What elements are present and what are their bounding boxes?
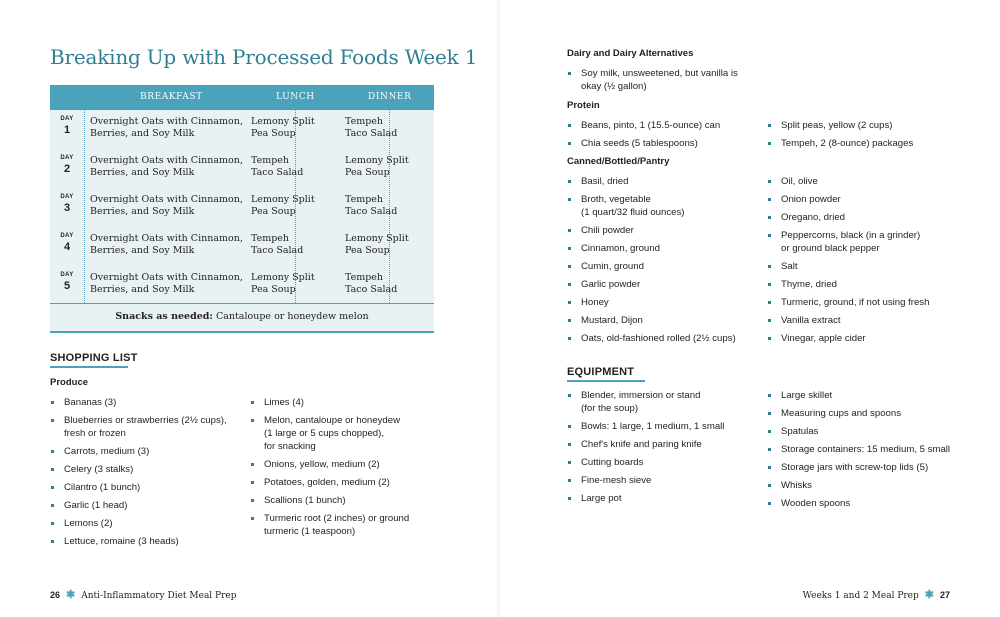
dinner-cell: Tempeh Taco Salad <box>345 272 398 295</box>
table-row <box>50 188 434 227</box>
day-label: DAY 3 <box>60 194 74 214</box>
list-item: Cumin, ground <box>567 260 736 273</box>
dinner-cell: Lemony Split Pea Soup <box>345 233 409 256</box>
snacks-label: Snacks as needed: <box>115 311 213 322</box>
equipment-heading: EQUIPMENT <box>567 366 635 378</box>
produce-list-col2 <box>250 396 409 543</box>
list-item: Bananas (3) <box>50 396 227 409</box>
dinner-cell: Tempeh Taco Salad <box>345 194 398 217</box>
list-item: Chef's knife and paring knife <box>567 438 724 451</box>
dairy-list <box>567 67 738 98</box>
dinner-cell: Lemony Split Pea Soup <box>345 155 409 178</box>
asterisk-icon: ✱ <box>66 589 76 601</box>
equipment-list-col2 <box>767 389 950 515</box>
list-item: Lettuce, romaine (3 heads) <box>50 535 227 548</box>
asterisk-icon: ✱ <box>924 589 934 601</box>
list-item: Storage containers: 15 medium, 5 small <box>767 443 950 456</box>
list-item: Chili powder <box>567 224 736 237</box>
list-item: Salt <box>767 260 929 273</box>
lunch-cell: Lemony Split Pea Soup <box>251 116 315 139</box>
protein-list-col2 <box>767 119 913 155</box>
list-item: Oats, old-fashioned rolled (2½ cups) <box>567 332 736 345</box>
list-item: Beans, pinto, 1 (15.5-ounce) can <box>567 119 720 132</box>
page-number: 26 <box>50 590 61 600</box>
snacks-row <box>50 303 434 330</box>
list-item: Large pot <box>567 492 724 505</box>
lunch-cell: Lemony Split Pea Soup <box>251 272 315 295</box>
day-label: DAY 1 <box>60 116 74 136</box>
list-item: Storage jars with screw-top lids (5) <box>767 461 950 474</box>
list-item: Scallions (1 bunch) <box>250 494 409 507</box>
table-row <box>50 227 434 266</box>
pantry-list-col1 <box>567 175 736 350</box>
pantry-list-col2 <box>767 175 929 350</box>
breakfast-cell: Overnight Oats with Cinnamon, Berries, and Soy Milk <box>90 194 243 217</box>
list-item: Oregano, dried <box>767 211 929 224</box>
day-label: DAY 5 <box>60 272 74 292</box>
right-page <box>500 0 1000 617</box>
list-item: Fine-mesh sieve <box>567 474 724 487</box>
pantry-heading: Canned/Bottled/Pantry <box>567 156 670 167</box>
list-item: Blender, immersion or stand (for the soup) <box>567 389 724 415</box>
breakfast-cell: Overnight Oats with Cinnamon, Berries, and Soy Milk <box>90 155 243 178</box>
header-lunch: LUNCH <box>276 92 315 102</box>
list-item: Turmeric root (2 inches) or ground turmeric (1 teaspoon) <box>250 512 409 538</box>
left-footer <box>50 588 237 601</box>
list-item: Tempeh, 2 (8-ounce) packages <box>767 137 913 150</box>
list-item: Vanilla extract <box>767 314 929 327</box>
list-item: Thyme, dried <box>767 278 929 291</box>
list-item: Cilantro (1 bunch) <box>50 481 227 494</box>
list-item: Potatoes, golden, medium (2) <box>250 476 409 489</box>
list-item: Wooden spoons <box>767 497 950 510</box>
list-item: Garlic (1 head) <box>50 499 227 512</box>
snacks-value: Cantaloupe or honeydew melon <box>215 311 369 322</box>
protein-list-col1 <box>567 119 720 155</box>
page-title: Breaking Up with Processed Foods Week 1 <box>50 45 478 69</box>
breakfast-cell: Overnight Oats with Cinnamon, Berries, and Soy Milk <box>90 272 243 295</box>
list-item: Bowls: 1 large, 1 medium, 1 small <box>567 420 724 433</box>
page-number: 27 <box>939 590 950 600</box>
list-item: Lemons (2) <box>50 517 227 530</box>
day-label: DAY 4 <box>60 233 74 253</box>
list-item: Turmeric, ground, if not using fresh <box>767 296 929 309</box>
list-item: Peppercorns, black (in a grinder) or ground black pepper <box>767 229 929 255</box>
breakfast-cell: Overnight Oats with Cinnamon, Berries, and Soy Milk <box>90 233 243 256</box>
breakfast-cell: Overnight Oats with Cinnamon, Berries, and Soy Milk <box>90 116 243 139</box>
list-item: Mustard, Dijon <box>567 314 736 327</box>
produce-heading: Produce <box>50 377 89 388</box>
meal-plan-table <box>50 85 434 333</box>
list-item: Onions, yellow, medium (2) <box>250 458 409 471</box>
equipment-list-col1 <box>567 389 724 510</box>
shopping-list-heading: SHOPPING LIST <box>50 352 138 364</box>
list-item: Measuring cups and spoons <box>767 407 950 420</box>
running-title: Weeks 1 and 2 Meal Prep <box>802 591 919 601</box>
list-item: Honey <box>567 296 736 309</box>
table-row <box>50 266 434 305</box>
dinner-cell: Tempeh Taco Salad <box>345 116 398 139</box>
running-title: Anti-Inflammatory Diet Meal Prep <box>81 591 237 601</box>
list-item: Limes (4) <box>250 396 409 409</box>
dairy-heading: Dairy and Dairy Alternatives <box>567 48 694 59</box>
list-item: Celery (3 stalks) <box>50 463 227 476</box>
protein-heading: Protein <box>567 100 600 111</box>
right-footer <box>803 588 950 601</box>
lunch-cell: Lemony Split Pea Soup <box>251 194 315 217</box>
list-item: Onion powder <box>767 193 929 206</box>
list-item: Whisks <box>767 479 950 492</box>
list-item: Basil, dried <box>567 175 736 188</box>
list-item: Cinnamon, ground <box>567 242 736 255</box>
list-item: Oil, olive <box>767 175 929 188</box>
list-item: Vinegar, apple cider <box>767 332 929 345</box>
list-item: Split peas, yellow (2 cups) <box>767 119 913 132</box>
lunch-cell: Tempeh Taco Salad <box>251 233 304 256</box>
produce-list-col1 <box>50 396 227 553</box>
header-breakfast: BREAKFAST <box>140 92 203 102</box>
list-item: Melon, cantaloupe or honeydew (1 large or 5 cups chopped), for snacking <box>250 414 409 453</box>
header-dinner: DINNER <box>368 92 412 102</box>
lunch-cell: Tempeh Taco Salad <box>251 155 304 178</box>
list-item: Cutting boards <box>567 456 724 469</box>
list-item: Large skillet <box>767 389 950 402</box>
meal-table-header <box>50 85 434 110</box>
list-item: Chia seeds (5 tablespoons) <box>567 137 720 150</box>
day-label: DAY 2 <box>60 155 74 175</box>
list-item: Spatulas <box>767 425 950 438</box>
list-item: Blueberries or strawberries (2½ cups), fresh or frozen <box>50 414 227 440</box>
list-item: Carrots, medium (3) <box>50 445 227 458</box>
list-item: Soy milk, unsweetened, but vanilla is okay (½ gallon) <box>567 67 738 93</box>
list-item: Garlic powder <box>567 278 736 291</box>
table-row <box>50 149 434 188</box>
table-row <box>50 110 434 149</box>
list-item: Broth, vegetable (1 quart/32 fluid ounces) <box>567 193 736 219</box>
